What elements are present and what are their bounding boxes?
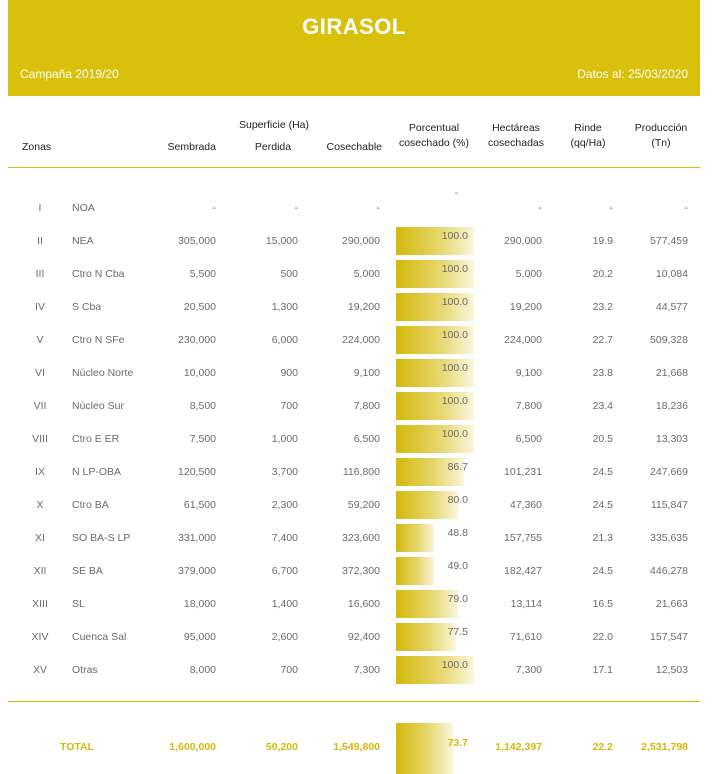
cell-hectareas: 71,610 — [509, 631, 542, 643]
cell-produccion: 21,668 — [655, 367, 688, 379]
cell-cosechable: 290,000 — [342, 235, 380, 247]
col-header-rinde-line1: Rinde — [574, 122, 602, 134]
cell-rinde: 17.1 — [592, 664, 613, 676]
table-row — [0, 589, 722, 619]
cell-hectareas: 9,100 — [515, 367, 542, 379]
total-divider — [8, 701, 700, 702]
table-row — [0, 358, 722, 388]
cell-hectareas: - — [538, 202, 542, 214]
cell-perdida: 700 — [280, 664, 298, 676]
cell-hectareas: 224,000 — [504, 334, 542, 346]
cell-hectareas: 182,427 — [504, 565, 542, 577]
cell-hectareas: 157,755 — [504, 532, 542, 544]
col-header-hectareas — [478, 121, 554, 151]
cell-produccion: 44,577 — [655, 301, 688, 313]
cell-sembrada: 5,500 — [189, 268, 216, 280]
table-row — [0, 226, 722, 256]
col-header-sembrada: Sembrada — [167, 141, 216, 153]
cell-hectareas: 7,800 — [515, 400, 542, 412]
cell-cosechable: 116,800 — [342, 466, 380, 478]
cell-name: S Cba — [72, 301, 102, 313]
cell-produccion: 12,503 — [655, 664, 688, 676]
cell-rinde: 16.5 — [592, 598, 613, 610]
cell-rinde: 21.3 — [592, 532, 613, 544]
cell-name: Núcleo Norte — [72, 367, 134, 379]
cell-perdida: 1,300 — [271, 301, 298, 313]
cell-name: NOA — [72, 202, 95, 214]
col-header-porcentual — [390, 121, 478, 151]
table-row — [0, 622, 722, 652]
col-header-porcentual-line1: Porcentual — [408, 122, 460, 134]
cell-zona: VIII — [32, 433, 48, 445]
cell-cosechable: 7,800 — [353, 400, 380, 412]
cell-sembrada: 379,000 — [178, 565, 216, 577]
cell-zona: IX — [35, 466, 45, 478]
cell-perdida: 6,700 — [271, 565, 298, 577]
pct-value: 48.8 — [447, 527, 468, 539]
cell-rinde: 24.5 — [592, 499, 613, 511]
cell-hectareas: 290,000 — [504, 235, 542, 247]
cell-zona: II — [37, 235, 43, 247]
cell-cosechable: 224,000 — [342, 334, 380, 346]
cell-hectareas: 19,200 — [509, 301, 542, 313]
cell-cosechable: 6,500 — [353, 433, 380, 445]
cell-name: Ctro N Cba — [72, 268, 125, 280]
total-perdida: 50,200 — [265, 741, 298, 753]
table-row — [0, 187, 722, 223]
cell-cosechable: 5,000 — [353, 268, 380, 280]
pct-value: - — [454, 187, 458, 199]
cell-hectareas: 5,000 — [515, 268, 542, 280]
cell-zona: I — [38, 202, 42, 214]
cell-name: N LP-OBA — [72, 466, 122, 478]
cell-produccion: 446,278 — [650, 565, 688, 577]
table-row — [0, 523, 722, 553]
cell-sembrada: 331,000 — [178, 532, 216, 544]
cell-sembrada: 120,500 — [178, 466, 216, 478]
page-title: GIRASOL — [302, 14, 406, 39]
cell-sembrada: 8,000 — [189, 664, 216, 676]
cell-name: SE BA — [72, 565, 103, 577]
cell-produccion: 157,547 — [650, 631, 688, 643]
cell-sembrada: 18,000 — [183, 598, 216, 610]
cell-cosechable: 323,600 — [342, 532, 380, 544]
table-row — [0, 259, 722, 289]
table-row — [0, 325, 722, 355]
col-header-rinde — [560, 121, 616, 151]
cell-rinde: 19.9 — [592, 235, 613, 247]
cell-perdida: 15,000 — [265, 235, 298, 247]
cell-hectareas: 13,114 — [510, 598, 542, 610]
pct-value: 100.0 — [441, 329, 468, 341]
pct-value: 100.0 — [441, 263, 468, 275]
cell-zona: VI — [35, 367, 45, 379]
cell-produccion: 115,847 — [650, 499, 688, 511]
cell-cosechable: 59,200 — [347, 499, 380, 511]
total-rinde: 22.2 — [592, 741, 613, 753]
cell-perdida: 900 — [280, 367, 298, 379]
cell-produccion: 18,236 — [655, 400, 688, 412]
col-header-rinde-line2: (qq/Ha) — [570, 137, 606, 149]
pct-value: 77.5 — [447, 626, 468, 638]
table-row — [0, 556, 722, 586]
pct-value: 100.0 — [441, 362, 468, 374]
col-header-perdida: Perdida — [254, 141, 292, 153]
col-header-produccion — [624, 121, 698, 151]
cell-name: SO BA-S LP — [72, 532, 131, 544]
cell-zona: X — [36, 499, 44, 511]
cell-hectareas: 47,360 — [509, 499, 542, 511]
cell-cosechable: 92,400 — [347, 631, 380, 643]
cell-name: Otras — [72, 664, 98, 676]
cell-perdida: 2,600 — [271, 631, 298, 643]
total-label: TOTAL — [60, 741, 95, 753]
cell-sembrada: 8,500 — [189, 400, 216, 412]
cell-name: Ctro N SFe — [72, 334, 125, 346]
cell-sembrada: 7,500 — [189, 433, 216, 445]
cell-sembrada: 230,000 — [178, 334, 216, 346]
cell-produccion: 577,459 — [650, 235, 688, 247]
cell-sembrada: 10,000 — [183, 367, 216, 379]
cell-rinde: 22.0 — [592, 631, 613, 643]
total-cosechable: 1,549,800 — [333, 741, 380, 753]
cell-sembrada: 305,000 — [178, 235, 216, 247]
cell-sembrada: 61,500 — [183, 499, 216, 511]
title-banner — [8, 0, 700, 96]
cell-produccion: 13,303 — [655, 433, 688, 445]
cell-rinde: 24.5 — [592, 565, 613, 577]
col-header-hectareas-line2: cosechadas — [487, 137, 545, 149]
pct-value: 100.0 — [441, 296, 468, 308]
col-header-zonas: Zonas — [22, 141, 52, 153]
table-row — [0, 292, 722, 322]
cell-perdida: - — [294, 202, 298, 214]
cell-rinde: 23.8 — [592, 367, 613, 379]
total-row — [0, 720, 722, 774]
cell-hectareas: 6,500 — [515, 433, 542, 445]
cell-zona: IV — [35, 301, 45, 313]
cell-produccion: 247,669 — [650, 466, 688, 478]
cell-name: Ctro BA — [72, 499, 109, 511]
cell-perdida: 2,300 — [271, 499, 298, 511]
data-date-label: Datos al: 25/03/2020 — [577, 67, 688, 81]
table-row — [0, 490, 722, 520]
campaign-label: Campaña 2019/20 — [20, 67, 119, 81]
col-header-porcentual-line2: cosechado (%) — [398, 137, 470, 149]
cell-produccion: - — [684, 202, 688, 214]
cell-perdida: 1,400 — [271, 598, 298, 610]
cell-produccion: 509,328 — [650, 334, 688, 346]
cell-zona: XI — [35, 532, 45, 544]
cell-rinde: 24.5 — [592, 466, 613, 478]
cell-name: NEA — [72, 235, 94, 247]
cell-sembrada: 20,500 — [183, 301, 216, 313]
cell-cosechable: 9,100 — [353, 367, 380, 379]
total-produccion: 2,531,798 — [641, 741, 688, 753]
col-header-superficie: Superficie (Ha) — [238, 119, 310, 131]
pct-value: 100.0 — [441, 659, 468, 671]
pct-value: 79.0 — [447, 593, 468, 605]
cell-zona: XIII — [32, 598, 48, 610]
cell-rinde: 23.4 — [592, 400, 613, 412]
cell-rinde: - — [609, 202, 613, 214]
cell-zona: III — [35, 268, 45, 280]
total-pct-value: 73.7 — [447, 737, 468, 749]
cell-zona: XV — [32, 664, 47, 676]
pct-value: 80.0 — [447, 494, 468, 506]
cell-produccion: 335,635 — [650, 532, 688, 544]
cell-perdida: 500 — [280, 268, 298, 280]
cell-zona: XIV — [31, 631, 49, 643]
cell-cosechable: 19,200 — [347, 301, 380, 313]
total-sembrada: 1,600,000 — [169, 741, 216, 753]
col-header-cosechable: Cosechable — [326, 141, 382, 153]
col-header-hectareas-line1: Hectáreas — [492, 122, 540, 134]
cell-zona: XII — [33, 565, 47, 577]
cell-name: Ctro E ER — [72, 433, 120, 445]
table-row — [0, 424, 722, 454]
cell-name: SL — [72, 598, 85, 610]
cell-perdida: 7,400 — [271, 532, 298, 544]
cell-rinde: 20.5 — [592, 433, 613, 445]
table-row — [0, 391, 722, 421]
cell-name: Núcleo Sur — [72, 400, 124, 412]
cell-perdida: 1,000 — [271, 433, 298, 445]
cell-cosechable: 372,300 — [342, 565, 380, 577]
cell-rinde: 22.7 — [592, 334, 613, 346]
cell-perdida: 3,700 — [271, 466, 298, 478]
pct-value: 49.0 — [447, 560, 468, 572]
cell-perdida: 700 — [280, 400, 298, 412]
cell-zona: VII — [33, 400, 47, 412]
pct-value: 100.0 — [441, 230, 468, 242]
cell-rinde: 20.2 — [592, 268, 613, 280]
table-row — [0, 457, 722, 487]
header-divider — [8, 167, 700, 168]
cell-produccion: 21,663 — [655, 598, 688, 610]
cell-zona: V — [36, 334, 44, 346]
cell-rinde: 23.2 — [592, 301, 613, 313]
cell-produccion: 10,084 — [655, 268, 688, 280]
cell-cosechable: - — [376, 202, 380, 214]
pct-value: 100.0 — [441, 395, 468, 407]
cell-sembrada: - — [212, 202, 216, 214]
cell-hectareas: 7,300 — [515, 664, 542, 676]
pct-value: 86.7 — [447, 461, 468, 473]
cell-name: Cuenca Sal — [72, 631, 127, 643]
pct-value: 100.0 — [441, 428, 468, 440]
cell-sembrada: 95,000 — [183, 631, 216, 643]
col-header-produccion-line1: Producción — [634, 122, 688, 134]
cell-cosechable: 7,300 — [353, 664, 380, 676]
col-header-produccion-line2: (Tn) — [651, 137, 671, 149]
cell-cosechable: 16,600 — [347, 598, 380, 610]
cell-perdida: 6,000 — [271, 334, 298, 346]
total-hectareas: 1,142,397 — [495, 741, 542, 753]
cell-hectareas: 101,231 — [504, 466, 542, 478]
table-row — [0, 655, 722, 685]
